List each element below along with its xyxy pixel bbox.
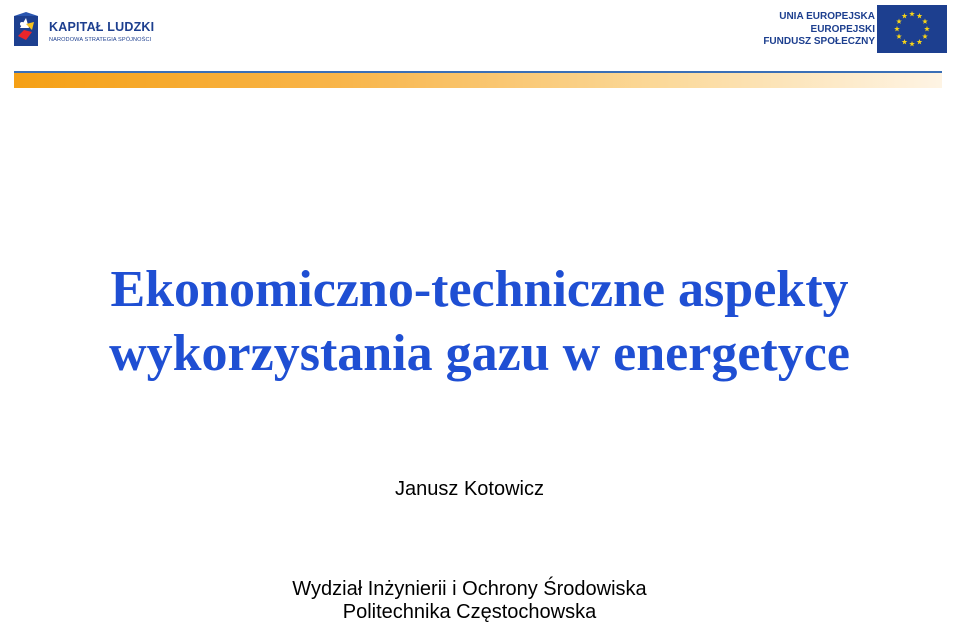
affiliation (0, 578, 939, 624)
kapital-ludzki-subtitle: NARODOWA STRATEGIA SPÓJNOŚCI (49, 37, 152, 43)
eu-line-3: FUNDUSZ SPOŁECZNY (763, 36, 875, 47)
header-band (14, 71, 942, 88)
kapital-ludzki-name: KAPITAŁ LUDZKI (49, 20, 155, 34)
eu-flag-icon (877, 5, 947, 53)
kapital-ludzki-icon (12, 10, 42, 48)
affiliation-line-1: Wydział Inżynierii i Ochrony Środowiska (292, 578, 647, 600)
slide-title (0, 258, 959, 386)
eu-logo-text (763, 11, 875, 49)
title-line-1: Ekonomiczno-techniczne aspekty (110, 261, 849, 318)
eu-logo (763, 5, 953, 55)
eu-line-2: EUROPEJSKI (810, 23, 875, 35)
author-name: Janusz Kotowicz (395, 478, 544, 500)
title-line-2: wykorzystania gazu w energetyce (109, 325, 850, 382)
kapital-ludzki-logo (12, 10, 162, 50)
affiliation-line-2: Politechnika Częstochowska (342, 601, 597, 623)
eu-line-1: UNIA EUROPEJSKA (779, 11, 875, 22)
header-rule (14, 71, 942, 73)
